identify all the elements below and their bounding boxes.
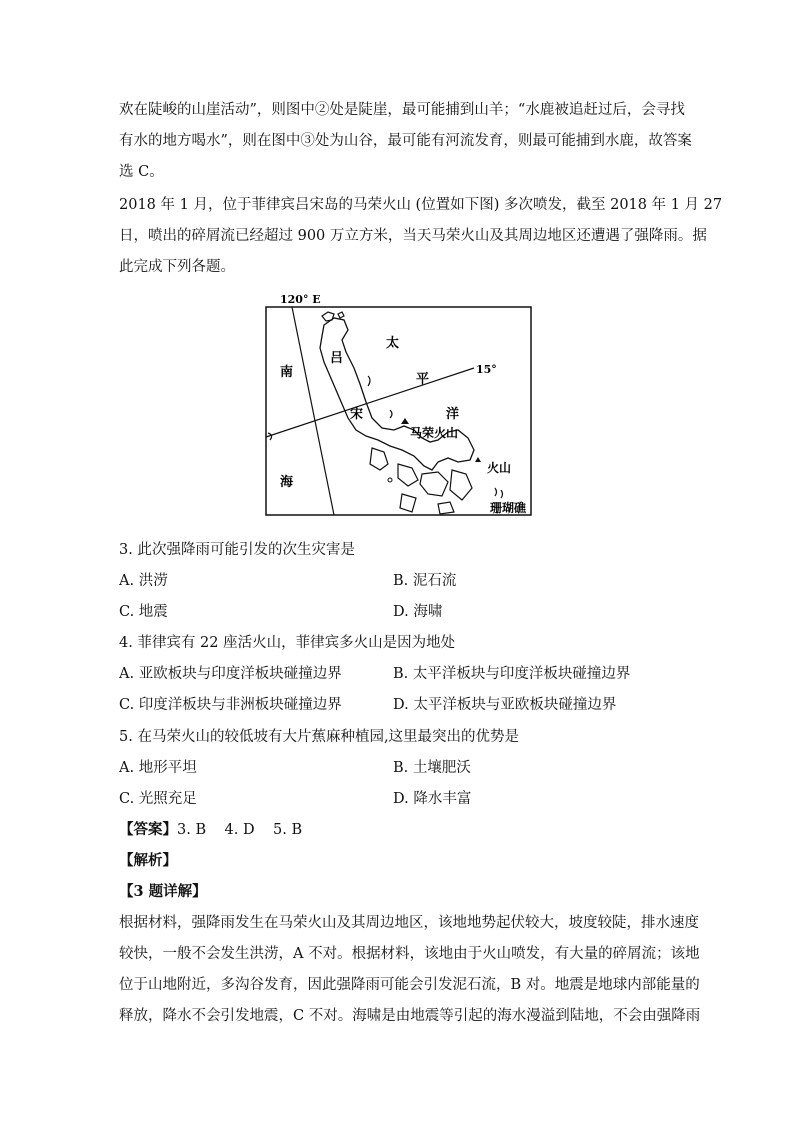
islet-mid <box>390 410 392 418</box>
q5-option-b[interactable]: B. 土壤肥沃 <box>393 760 471 776</box>
island-south-4 <box>400 494 416 512</box>
island-south-5 <box>438 502 454 514</box>
northern-islet <box>322 312 334 321</box>
volcano-legend-icon <box>475 457 481 462</box>
q3-option-c[interactable]: C. 地震 <box>119 604 168 620</box>
passage-line-2: 日，喷出的碎屑流已经超过 900 万立方米，当天马荣火山及其周边地区还遭遇了强降雨。据 <box>119 228 707 244</box>
q4-option-b[interactable]: B. 太平洋板块与印度洋板块碰撞边界 <box>393 666 631 682</box>
lon-label: 120° E <box>280 293 321 306</box>
q3-option-a[interactable]: A. 洪涝 <box>119 573 168 589</box>
passage-line-3: 此完成下列各题。 <box>119 259 235 275</box>
q5-option-c[interactable]: C. 光照充足 <box>119 791 197 807</box>
sea-label-1: 南 <box>280 365 294 380</box>
island-mindoro <box>370 448 388 470</box>
islet-dot <box>388 478 392 482</box>
lat-label: 15° <box>476 363 497 376</box>
island-south-1 <box>398 464 418 486</box>
explanation-line-4: 释放，降水不会引发地震，C 不对。海啸是由地震等引起的海水漫溢到陆地，不会由强降雨 <box>119 1008 701 1024</box>
mayon-label: 马荣火山 <box>410 426 459 440</box>
explanation-line-3: 位于山地附近，多沟谷发育，因此强降雨可能会引发泥石流，B 对。地震是地球内部能量的 <box>119 977 700 993</box>
northern-islet-2 <box>338 312 344 318</box>
question-3-stem: 3. 此次强降雨可能引发的次生灾害是 <box>119 542 355 558</box>
coral-reef-icon-1 <box>495 488 497 496</box>
legend-volcano-label: 火山 <box>487 461 512 475</box>
luzon-map <box>262 290 542 522</box>
sea-label-2: 海 <box>280 475 294 490</box>
q3-detail-label: 【3 题详解】 <box>119 883 207 900</box>
answer-label: 【答案】 <box>119 821 177 838</box>
analysis-label: 【解析】 <box>119 852 177 869</box>
q4-option-d[interactable]: D. 太平洋板块与亚欧板块碰撞边界 <box>393 697 617 713</box>
q3-option-d[interactable]: D. 海啸 <box>393 604 443 620</box>
explanation-line-2: 较快，一般不会发生洪涝，A 不对。根据材料，该地由于火山喷发，有大量的碎屑流；该地 <box>119 946 700 962</box>
intro-line-2: 有水的地方喝水”，则在图中③处为山谷，最可能有河流发育，则最可能捕到水鹿，故答案 <box>119 133 692 149</box>
q4-option-a[interactable]: A. 亚欧板块与印度洋板块碰撞边界 <box>119 666 342 682</box>
ocean-label-2: 平 <box>416 372 430 387</box>
passage-line-1: 2018 年 1 月，位于菲律宾吕宋岛的马荣火山 (位置如下图) 多次喷发，截至 2018 年 1 月 27 <box>119 197 723 213</box>
island-label-1: 吕 <box>330 351 344 366</box>
explanation-line-1: 根据材料，强降雨发生在马荣火山及其周边地区，该地地势起伏较大，坡度较陡，排水速度 <box>119 915 699 931</box>
islet-east <box>368 376 370 386</box>
question-4-stem: 4. 菲律宾有 22 座活火山，菲律宾多火山是因为地处 <box>119 635 456 651</box>
meridian-120e <box>292 307 334 515</box>
q5-option-a[interactable]: A. 地形平坦 <box>119 760 197 776</box>
island-label-2: 宋 <box>350 407 364 422</box>
answer-text: 3. B 4. D 5. B <box>177 822 303 838</box>
question-5-stem: 5. 在马荣火山的较低坡有大片蕉麻种植园,这里最突出的优势是 <box>119 729 520 745</box>
island-south-2 <box>420 472 448 496</box>
intro-line-1: 欢在陡峻的山崖活动”，则图中②处是陡崖，最可能捕到山羊；“水鹿被追赶过后，会寻找 <box>119 102 685 118</box>
coral-reef-icon-2 <box>501 490 503 498</box>
answer-line <box>119 820 302 840</box>
q3-option-b[interactable]: B. 泥石流 <box>393 573 457 589</box>
q4-option-c[interactable]: C. 印度洋板块与非洲板块碰撞边界 <box>119 697 342 713</box>
mayon-volcano-icon <box>401 418 409 424</box>
intro-line-3: 选 C。 <box>119 164 164 180</box>
ocean-label-3: 洋 <box>446 407 460 422</box>
island-south-3 <box>450 470 472 500</box>
q5-option-d[interactable]: D. 降水丰富 <box>393 791 472 807</box>
legend-reef-label: 珊瑚礁 <box>490 501 527 515</box>
ocean-label-1: 太 <box>386 336 400 351</box>
